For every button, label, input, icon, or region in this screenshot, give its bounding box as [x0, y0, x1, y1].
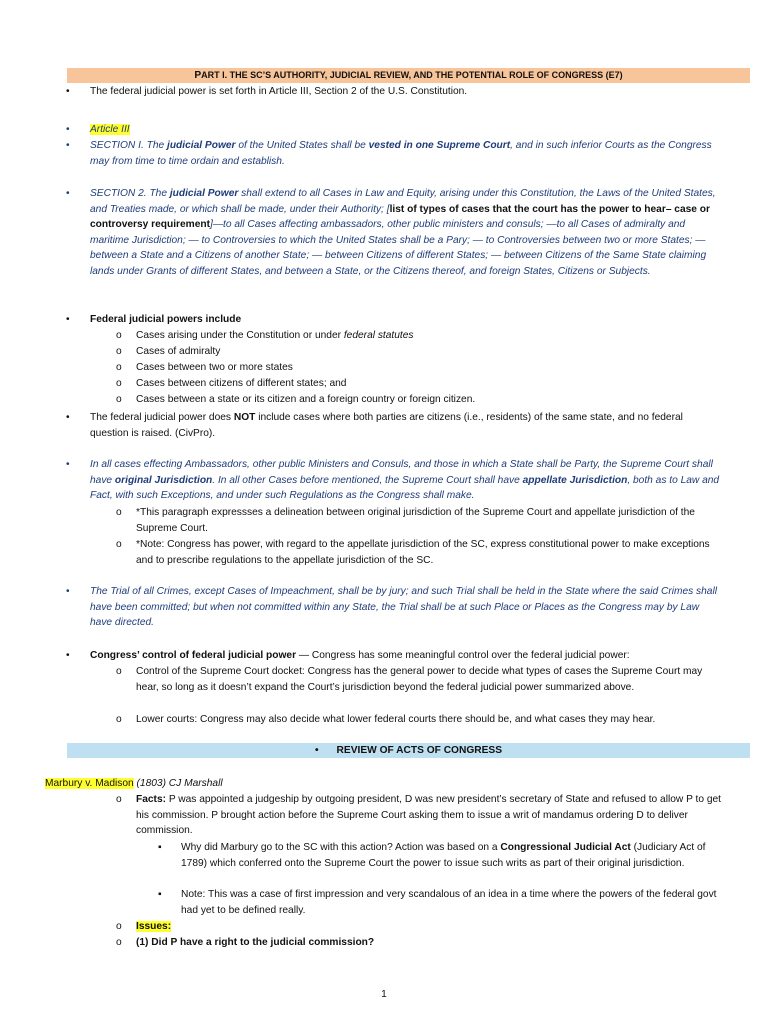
case-title: Marbury v. Madison (1803) CJ Marshall: [45, 778, 223, 789]
ambassadors-text: In all cases effecting Ambassadors, other public Ministers and Consuls, and those in which a State shall be Party, the Supreme Court shall have original Jurisdiction. In all other Cases before mentioned, the Supreme Court shall have appellate Jurisdiction, both as to Law and Fact, with such Exceptions, and under such Regulations as the Congress shall make.: [90, 459, 720, 502]
paragraph-not-include: The federal judicial power does NOT include cases where both parties are citizens (i.e., residents) of the same state, and no federal question is raised. (CivPro).: [90, 412, 683, 439]
list-item: Cases between a state or its citizen and a foreign country or foreign citizen.: [136, 394, 476, 405]
square-bullet: ▪: [158, 842, 162, 853]
circle-bullet: o: [116, 330, 122, 341]
circle-bullet: o: [116, 394, 122, 405]
circle-bullet: o: [116, 794, 122, 805]
circle-bullet: o: [116, 507, 122, 518]
issues-label: Issues:: [136, 921, 172, 932]
note-first-impression: Note: This was a case of first impression and very scandalous of an idea in a time where the powers of the federal govt had yet to be defined really.: [181, 889, 717, 916]
bullet: •: [66, 140, 70, 151]
federal-powers-title: Federal judicial powers include: [90, 314, 242, 325]
circle-bullet: o: [116, 921, 122, 932]
note-delineation: *This paragraph expressses a delineation between original jurisdiction of the Supreme Court and appellate jurisdiction of the Supreme Court.: [136, 507, 695, 534]
bullet: •: [314, 745, 319, 756]
page-number: 1: [381, 989, 387, 1000]
list-item: Cases arising under the Constitution or under federal statutes: [136, 330, 414, 341]
bullet: •: [66, 650, 70, 661]
section-1-text: SECTION I. The judicial Power of the United States shall be vested in one Supreme Court, and in such inferior Courts as the Congress may from time to time ordain and establish.: [90, 140, 712, 167]
list-item: Cases between two or more states: [136, 362, 293, 373]
question-why-sc: Why did Marbury go to the SC with this action? Action was based on a Congressional Judicial Act (Judiciary Act of 1789) which conferred onto the Supreme Court the power to issue such writs as part of their original jurisdiction.: [181, 842, 706, 869]
lower-courts: Lower courts: Congress may also decide what lower federal courts there should be, and what cases they may hear.: [136, 714, 656, 725]
paragraph-intro: The federal judicial power is set forth in Article III, Section 2 of the U.S. Constitution.: [90, 86, 468, 97]
bullet: •: [66, 412, 70, 423]
section-header-part-1: [67, 68, 750, 83]
section-2-text: SECTION 2. The judicial Power shall extend to all Cases in Law and Equity, arising under this Constitution, the Laws of the United States, and Treaties made, or which shall be made, under their Authority; [list of types of cases that the court has the power to hear– case or controversy requirement]—to all Cases affecting ambassadors, other public ministers and consuls; —to all Cases of admiralty and maritime Jurisdiction; — to Controversies to which the United States shall be a Pary; — to Controversies between two or more States; — between a State and a Citizens of another State; — between Citizens of different States; — between Citizens of the Same State claiming lands under Grants of different States, and between a State, or the Citizens thereof, and foreign States, Citizens or Subjects.: [90, 188, 716, 277]
header-review-text: REVIEW OF ACTS OF CONGRESS: [336, 745, 503, 756]
header-prefix: P: [194, 70, 202, 81]
issue-1: (1) Did P have a right to the judicial commission?: [136, 937, 375, 948]
article-heading: Article III: [90, 124, 130, 135]
note-congress-power: *Note: Congress has power, with regard to the appellate jurisdiction of the SC, express constitutional power to make exceptions and to prescribe regulations to the appellate jurisdiction of the SC.: [136, 539, 710, 566]
circle-bullet: o: [116, 937, 122, 948]
facts: Facts: P was appointed a judgeship by outgoing president, D was new president’s secretary of State and refused to allow P to get his commission. P brought action before the Supreme Court asking them to issue a writ of mandamus ordering D to deliver commission.: [136, 794, 722, 837]
bullet: •: [66, 86, 70, 97]
circle-bullet: o: [116, 539, 122, 550]
bullet: •: [66, 124, 70, 135]
congress-control: Congress’ control of federal judicial power — Congress has some meaningful control over the federal judicial power:: [90, 650, 630, 661]
section-header-review: [67, 743, 750, 758]
circle-bullet: o: [116, 346, 122, 357]
square-bullet: ▪: [158, 889, 162, 900]
list-item: Cases of admiralty: [136, 346, 221, 357]
circle-bullet: o: [116, 378, 122, 389]
circle-bullet: o: [116, 714, 122, 725]
docket-control: Control of the Supreme Court docket: Congress has the general power to decide what types of cases the Supreme Court may hear, so long as it doesn’t expand the Court’s jurisdiction beyond the federal judicial power summarized above.: [136, 666, 703, 693]
bullet: •: [66, 459, 70, 470]
circle-bullet: o: [116, 362, 122, 373]
bullet: •: [66, 586, 70, 597]
header-rest: ART I. THE SC’S AUTHORITY, JUDICIAL REVIEW, AND THE POTENTIAL ROLE OF CONGRESS (E7): [201, 70, 623, 80]
circle-bullet: o: [116, 666, 122, 677]
list-item: Cases between citizens of different states; and: [136, 378, 347, 389]
bullet: •: [66, 314, 70, 325]
trial-text: The Trial of all Crimes, except Cases of Impeachment, shall be by jury; and such Trial shall be held in the State where the said Crimes shall have been committed; but when not committed within any State, the Trial shall be at such Place or Places as the Congress may by Law have directed.: [90, 586, 718, 629]
bullet: •: [66, 188, 70, 199]
